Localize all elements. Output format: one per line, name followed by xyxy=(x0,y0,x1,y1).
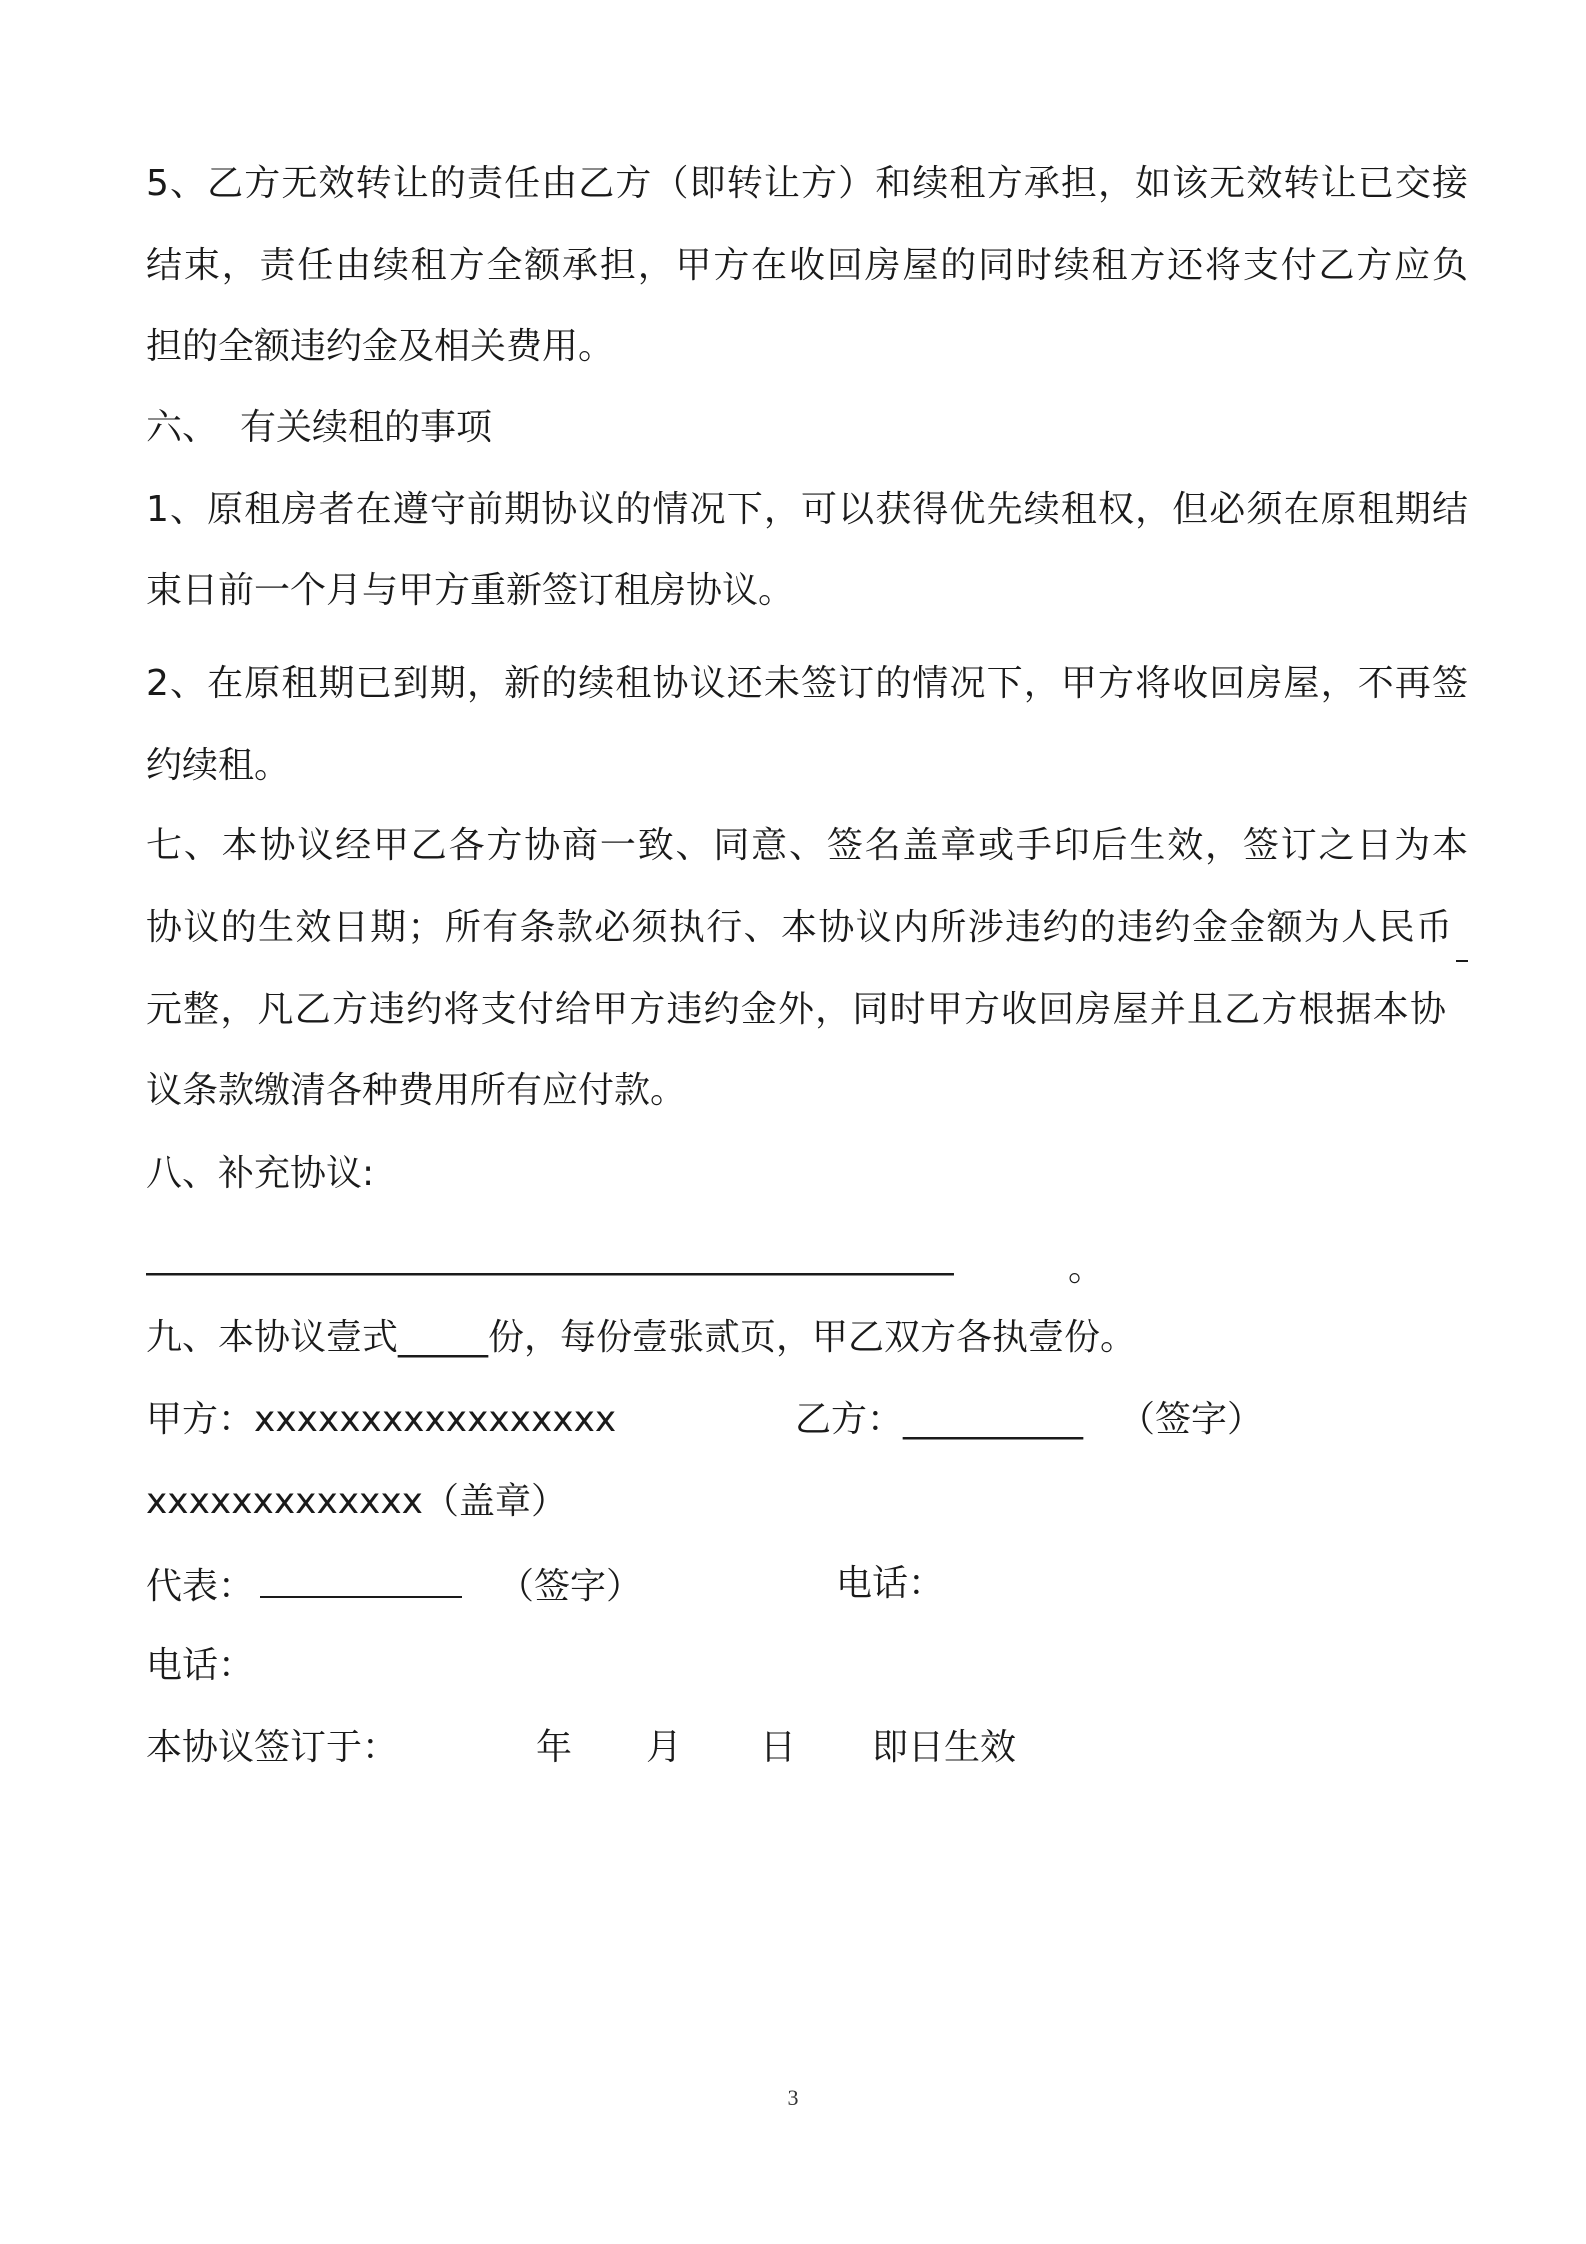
section-6-title: 有关续租的事项 xyxy=(240,407,493,448)
section-6-item-1-line-2: 束日前一个月与甲方重新签订租房协议。 xyxy=(146,570,795,611)
section-6-number: 六、 xyxy=(146,407,219,448)
section-6-item-2-line-2: 约续租。 xyxy=(146,745,291,786)
signing-year: 年 xyxy=(536,1727,573,1768)
section-6-item-1-line-1: 1、原租房者在遵守前期协议的情况下，可以获得优先续租权，但必须在原租期结 xyxy=(146,489,1468,530)
party-b-sign-note: （签字） xyxy=(1119,1399,1264,1440)
section-7-line-4: 议条款缴清各种费用所有应付款。 xyxy=(146,1070,687,1111)
signing-month: 月 xyxy=(646,1727,683,1768)
party-a-seal-note: （盖章） xyxy=(422,1481,567,1522)
party-a-name-1: xxxxxxxxxxxxxxxxx xyxy=(254,1399,617,1440)
party-a-name-2: xxxxxxxxxxxxx xyxy=(146,1481,423,1522)
section-9-text-after: 份，每份壹张贰页，甲乙双方各执壹份。 xyxy=(488,1317,1137,1358)
supplementary-blank: ________________________________________________ xyxy=(146,1235,953,1276)
party-b-label: 乙方： xyxy=(795,1399,904,1440)
party-a-phone-label: 电话： xyxy=(146,1645,255,1686)
representative-label: 代表： xyxy=(146,1566,255,1607)
page-number: 3 xyxy=(787,2085,799,2110)
party-b-phone-label: 电话： xyxy=(836,1563,945,1604)
representative-sign-note: （签字） xyxy=(498,1566,643,1607)
section-7-line-1: 七、本协议经甲乙各方协商一致、同意、签名盖章或手印后生效，签订之日为本 xyxy=(146,825,1468,866)
section-9-text-before: 九、本协议壹式 xyxy=(146,1317,399,1358)
paragraph-5-line-2: 结束，责任由续租方全额承担，甲方在收回房屋的同时续租方还将支付乙方应负 xyxy=(146,245,1468,286)
section-6-heading xyxy=(146,404,492,452)
amount-blank-mark xyxy=(1456,960,1468,962)
representative-signature-blank xyxy=(260,1560,462,1598)
section-8-title: 八、补充协议: xyxy=(146,1153,375,1194)
signing-date-label: 本协议签订于： xyxy=(146,1727,399,1768)
section-7-line-2: 协议的生效日期；所有条款必须执行、本协议内所涉违约的违约金金额为人民币 xyxy=(146,907,1452,948)
paragraph-5-line-1: 5、乙方无效转让的责任由乙方（即转让方）和续租方承担，如该无效转让已交接 xyxy=(146,163,1468,204)
supplementary-agreement-line xyxy=(146,1232,1105,1289)
section-9-line xyxy=(146,1314,1136,1362)
party-a-seal-line xyxy=(146,1478,567,1526)
signing-day: 日 xyxy=(760,1727,797,1768)
paragraph-5-line-3: 担的全额违约金及相关费用。 xyxy=(146,326,615,367)
section-7-line-3: 元整，凡乙方违约将支付给甲方违约金外，同时甲方收回房屋并且乙方根据本协 xyxy=(146,989,1446,1030)
supplementary-end-mark: 。 xyxy=(1068,1248,1105,1289)
party-a-line xyxy=(146,1396,616,1444)
party-b-signature-blank: __________ xyxy=(903,1399,1084,1440)
copies-count-blank: _____ xyxy=(398,1317,489,1358)
section-6-item-2-line-1: 2、在原租期已到期，新的续租协议还未签订的情况下，甲方将收回房屋，不再签 xyxy=(146,663,1468,704)
effective-note: 即日生效 xyxy=(872,1727,1017,1768)
representative-line xyxy=(146,1560,642,1608)
party-a-label: 甲方： xyxy=(146,1399,255,1440)
party-b-line xyxy=(795,1396,1263,1444)
